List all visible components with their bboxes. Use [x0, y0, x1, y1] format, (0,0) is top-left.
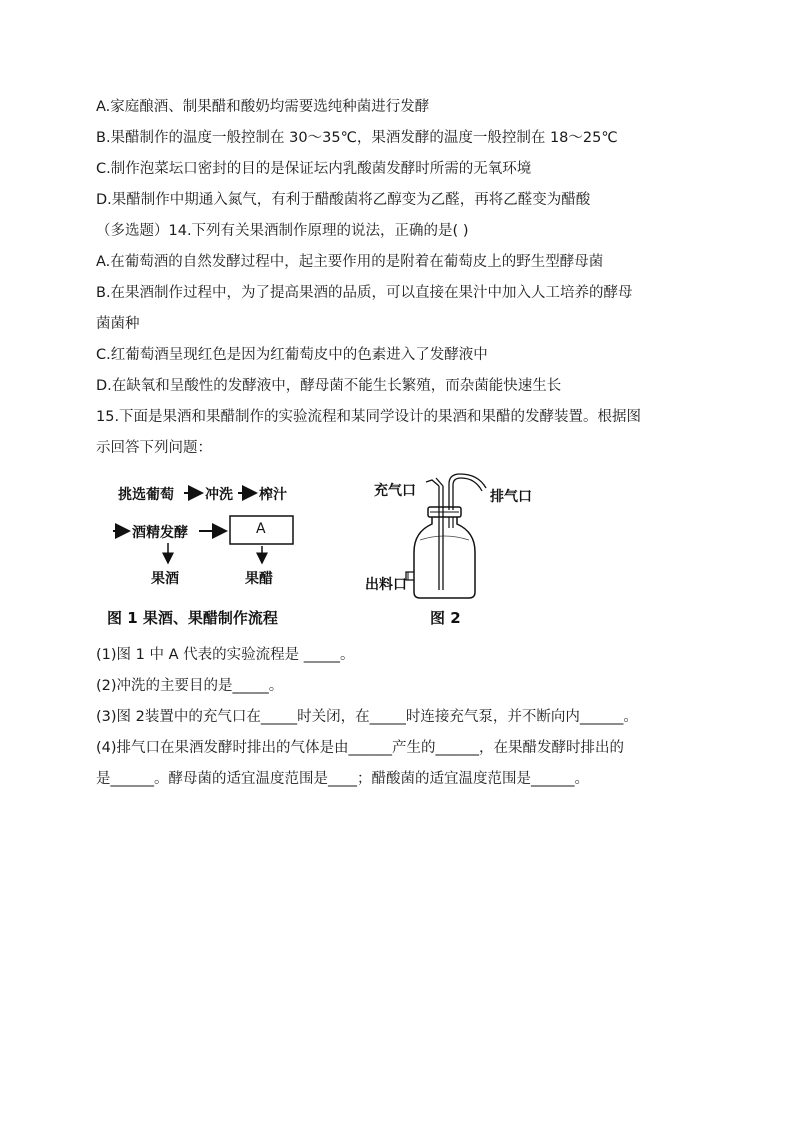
q15-sub3: (3)图 2装置中的充气口在_____时关闭，在_____时连接充气泵，并不断向内______。: [96, 709, 638, 725]
q15-stem-line2: 示回答下列问题：: [96, 440, 212, 456]
q14-stem: （多选题）14.下列有关果酒制作原理的说法，正确的是( ): [96, 223, 469, 239]
q13-option-c: C.制作泡菜坛口密封的目的是保证坛内乳酸菌发酵时所需的无氧环境: [96, 161, 532, 177]
q13-option-a: A.家庭酿酒、制果醋和酸奶均需要选纯种菌进行发酵: [96, 99, 430, 115]
q15-stem-line1: 15.下面是果酒和果醋制作的实验流程和某同学设计的果酒和果醋的发酵装置。根据图: [96, 409, 642, 425]
box-a-label: A: [256, 521, 266, 537]
q14-option-c: C.红葡萄酒呈现红色是因为红葡萄皮中的色素进入了发酵液中: [96, 347, 488, 363]
figure-2-caption: 图 2: [430, 609, 461, 627]
q14-option-d: D.在缺氧和呈酸性的发酵液中，酵母菌不能生长繁殖，而杂菌能快速生长: [96, 378, 562, 394]
q15-sub4-line2: 是______。酵母菌的适宜温度范围是____；醋酸菌的适宜温度范围是______。: [96, 771, 589, 787]
step-select-grapes: 挑选葡萄: [118, 487, 174, 503]
step-juice: 榨汁: [259, 487, 287, 503]
q14-option-b-line2: 菌菌种: [96, 316, 140, 332]
q14-option-a: A.在葡萄酒的自然发酵过程中，起主要作用的是附着在葡萄皮上的野生型酵母菌: [96, 254, 604, 270]
bottle-shoulder: [420, 536, 469, 540]
q13-option-b: B.果醋制作的温度一般控制在 30～35℃，果酒发酵的温度一般控制在 18～25℃: [96, 130, 618, 146]
step-alcohol-fermentation: 酒精发酵: [132, 525, 188, 541]
product-wine: 果酒: [151, 571, 179, 587]
figure-1-caption: 图 1 果酒、果醋制作流程: [107, 609, 278, 627]
inlet-label: 充气口: [374, 483, 416, 499]
product-vinegar: 果醋: [245, 571, 273, 587]
q15-sub1: (1)图 1 中 A 代表的实验流程是 _____。: [96, 647, 355, 663]
discharge-port: [406, 572, 414, 580]
step-rinse: 冲洗: [205, 487, 233, 503]
q15-sub4-line1: (4)排气口在果酒发酵时排出的气体是由______产生的______，在果醋发酵时排出的: [96, 740, 625, 756]
q15-sub2: (2)冲洗的主要目的是_____。: [96, 678, 284, 694]
discharge-label: 出料口: [365, 577, 407, 593]
q13-option-d: D.果醋制作中期通入氮气，有利于醋酸菌将乙醇变为乙醛，再将乙醛变为醋酸: [96, 192, 591, 208]
q14-option-b-line1: B.在果酒制作过程中，为了提高果酒的品质，可以直接在果汁中加入人工培养的酵母: [96, 285, 633, 301]
outlet-label: 排气口: [490, 489, 532, 505]
bottle-body: [414, 515, 475, 598]
